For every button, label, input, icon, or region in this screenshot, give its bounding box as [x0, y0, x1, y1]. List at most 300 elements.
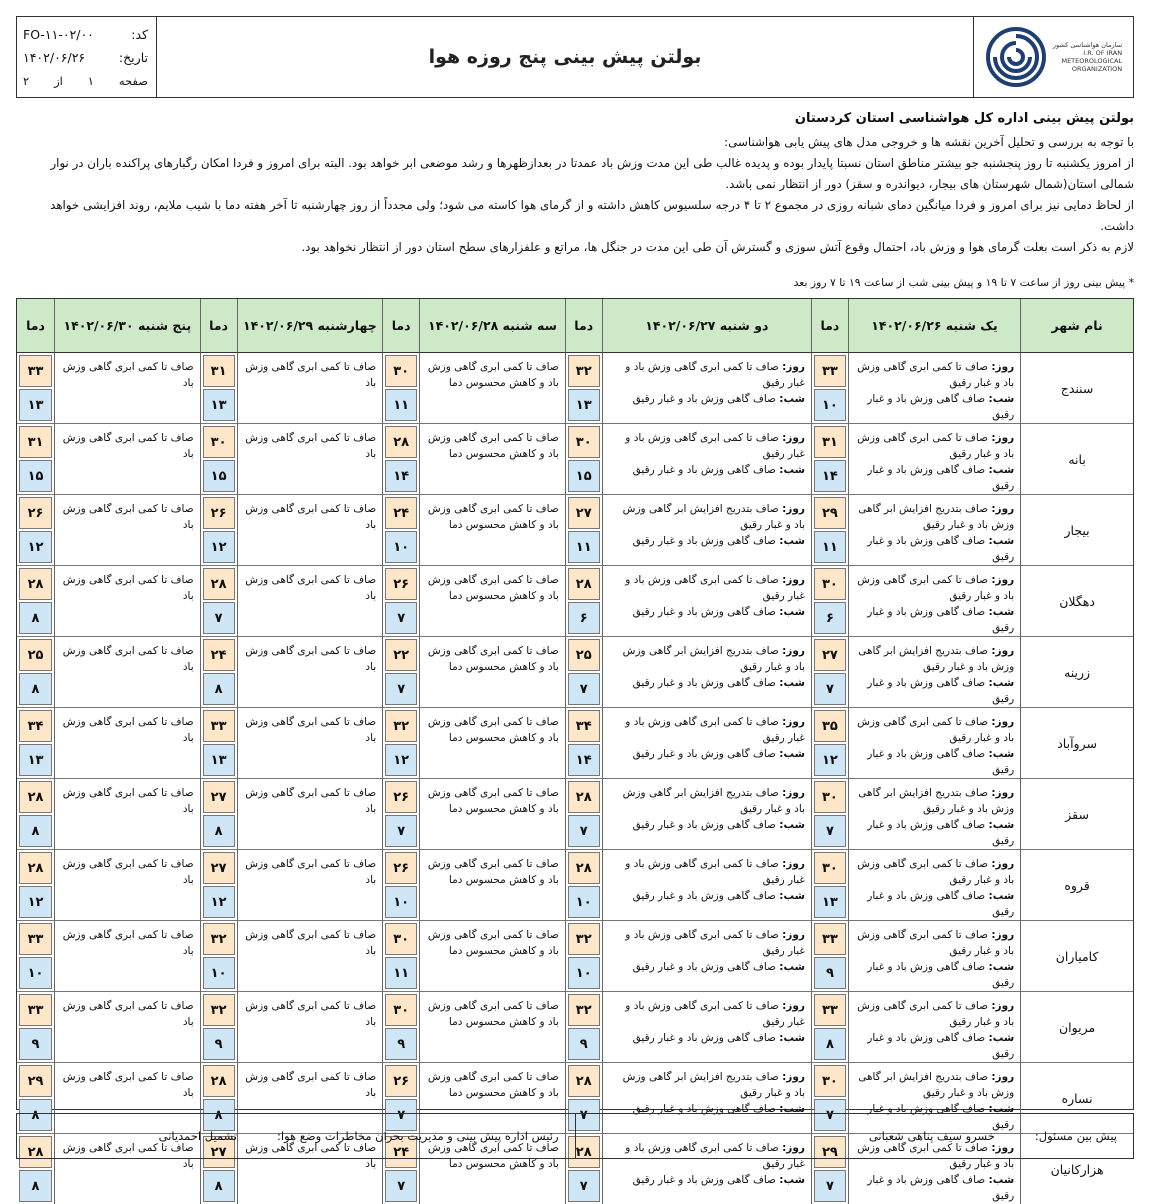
max-temperature: ۲۲	[385, 639, 417, 671]
city-name: دهگلان	[1020, 566, 1133, 637]
forecast-text: صاف تا کمی ابری گاهی وزش باد	[245, 432, 377, 460]
temperature-cell	[382, 637, 419, 708]
temperature-cell	[565, 424, 602, 495]
column-header-day: پنج شنبه ۱۴۰۲/۰۶/۳۰	[54, 299, 200, 353]
max-temperature: ۲۶	[385, 781, 417, 813]
forecast-description	[848, 708, 1020, 779]
forecast-description	[54, 850, 200, 921]
max-temperature: ۲۸	[19, 781, 52, 813]
forecast-text: صاف تا کمی ابری گاهی وزش باد و کاهش محسوس دما	[427, 645, 559, 673]
forecast-description	[602, 566, 811, 637]
column-header-temp: دما	[565, 299, 602, 353]
day-forecast-text: روز: صاف تا کمی ابری گاهی وزش باد و غبار رقیق	[625, 361, 805, 389]
max-temperature: ۲۶	[385, 852, 417, 884]
intro-paragraph: با توجه به بررسی و تحلیل آخرین نقشه ها و خروجی مدل های پیش یابی هواشناسی:	[724, 135, 1134, 149]
day-forecast-text: روز: صاف بتدریج افزایش ابر گاهی وزش باد و غبار رقیق	[858, 1071, 1015, 1099]
day-forecast-text: روز: صاف بتدریج افزایش ابر گاهی وزش باد و غبار رقیق	[858, 787, 1015, 815]
night-forecast-text: شب: صاف گاهی وزش باد و غبار رقیق	[867, 819, 1015, 847]
intro-paragraph: از لحاظ دمایی نیز برای امروز و فردا میانگین دمای شبانه روزی در مجموع ۲ تا ۴ درجه سلسیوس کاهش داشته و از گرمای هوا کاسته می شود؛ ولی مجدداً از روز چهارشنبه تا آخر هفته دما با شیب ملایم، روند افزایشی خواهد داشت.	[50, 198, 1134, 233]
min-temperature: ۹	[203, 1028, 235, 1060]
forecast-description	[602, 992, 811, 1063]
forecast-text: صاف تا کمی ابری گاهی وزش باد	[245, 716, 377, 744]
day-forecast-text: روز: صاف بتدریج افزایش ابر گاهی وزش باد و غبار رقیق	[622, 645, 805, 673]
forecast-description	[419, 708, 565, 779]
min-temperature: ۹	[385, 1028, 417, 1060]
forecast-text: صاف تا کمی ابری گاهی وزش باد و کاهش محسوس دما	[427, 361, 559, 389]
min-temperature: ۱۰	[203, 957, 235, 989]
column-header-temp: دما	[382, 299, 419, 353]
min-temperature: ۱۵	[19, 460, 52, 492]
forecast-description	[419, 495, 565, 566]
temperature-cell	[200, 495, 237, 566]
temperature-cell	[382, 921, 419, 992]
min-temperature: ۱۲	[385, 744, 417, 776]
max-temperature: ۳۰	[385, 994, 417, 1026]
temperature-cell	[382, 353, 419, 424]
city-name: بیجار	[1020, 495, 1133, 566]
min-temperature: ۷	[385, 1099, 417, 1131]
forecast-text: صاف تا کمی ابری گاهی وزش باد	[62, 716, 194, 744]
footnote: * پیش بینی روز از ساعت ۷ تا ۱۹ و پیش بینی شب از ساعت ۱۹ تا ۷ روز بعد	[793, 276, 1134, 289]
forecast-description	[848, 850, 1020, 921]
temperature-cell	[200, 566, 237, 637]
max-temperature: ۳۳	[19, 355, 52, 387]
forecast-description	[237, 424, 383, 495]
min-temperature: ۷	[385, 1170, 417, 1202]
min-temperature: ۸	[19, 673, 52, 705]
night-forecast-text: شب: صاف گاهی وزش باد و غبار رقیق	[632, 1032, 805, 1044]
forecast-description	[419, 779, 565, 850]
max-temperature: ۲۸	[203, 1065, 235, 1097]
max-temperature: ۲۸	[568, 852, 600, 884]
max-temperature: ۳۱	[814, 426, 846, 458]
max-temperature: ۲۶	[19, 497, 52, 529]
forecast-description	[848, 495, 1020, 566]
forecast-description	[848, 424, 1020, 495]
temperature-cell	[200, 708, 237, 779]
city-name: سروآباد	[1020, 708, 1133, 779]
max-temperature: ۲۸	[19, 1136, 52, 1168]
city-name: نساره	[1020, 1063, 1133, 1134]
night-forecast-text: شب: صاف گاهی وزش باد و غبار رقیق	[632, 464, 805, 476]
table-row	[17, 708, 1133, 779]
max-temperature: ۳۳	[19, 994, 52, 1026]
min-temperature: ۷	[385, 602, 417, 634]
forecast-text: صاف تا کمی ابری گاهی وزش باد	[245, 858, 377, 886]
forecast-text: صاف تا کمی ابری گاهی وزش باد و کاهش محسوس دما	[427, 432, 559, 460]
forecast-text: صاف تا کمی ابری گاهی وزش باد	[62, 1000, 194, 1028]
table-row	[17, 850, 1133, 921]
forecast-description	[602, 921, 811, 992]
min-temperature: ۷	[385, 673, 417, 705]
min-temperature: ۸	[19, 1099, 52, 1131]
day-forecast-text: روز: صاف تا کمی ابری گاهی وزش باد و غبار رقیق	[625, 432, 805, 460]
city-name: بانه	[1020, 424, 1133, 495]
max-temperature: ۲۹	[814, 1136, 846, 1168]
temperature-cell	[565, 495, 602, 566]
max-temperature: ۲۸	[568, 1065, 600, 1097]
max-temperature: ۳۴	[19, 710, 52, 742]
max-temperature: ۲۷	[568, 497, 600, 529]
column-header-day: چهارشنبه ۱۴۰۲/۰۶/۲۹	[237, 299, 383, 353]
table-row	[17, 992, 1133, 1063]
temperature-cell	[200, 992, 237, 1063]
temperature-cell	[17, 779, 54, 850]
forecast-description	[419, 424, 565, 495]
min-temperature: ۱۲	[19, 531, 52, 563]
min-temperature: ۱۲	[814, 744, 846, 776]
min-temperature: ۸	[203, 815, 235, 847]
forecast-description	[419, 566, 565, 637]
temperature-cell	[382, 424, 419, 495]
night-forecast-text: شب: صاف گاهی وزش باد و غبار رقیق	[632, 535, 805, 547]
forecast-description	[54, 566, 200, 637]
forecast-description	[848, 353, 1020, 424]
max-temperature: ۲۷	[814, 639, 846, 671]
temperature-cell	[811, 850, 848, 921]
max-temperature: ۲۶	[385, 1065, 417, 1097]
logo-text: سازمان هواشناسی کشور I.R. OF IRAN METEOROLOGICAL ORGANIZATION	[1052, 41, 1123, 73]
max-temperature: ۲۵	[568, 639, 600, 671]
min-temperature: ۷	[568, 673, 600, 705]
min-temperature: ۱۲	[19, 886, 52, 918]
forecast-text: صاف تا کمی ابری گاهی وزش باد	[245, 1142, 377, 1170]
forecast-text: صاف تا کمی ابری گاهی وزش باد	[62, 1142, 194, 1170]
max-temperature: ۳۰	[814, 852, 846, 884]
forecast-text: صاف تا کمی ابری گاهی وزش باد	[62, 574, 194, 602]
forecast-text: صاف تا کمی ابری گاهی وزش باد	[245, 503, 377, 531]
column-header-temp: دما	[811, 299, 848, 353]
temperature-cell	[17, 850, 54, 921]
table-row	[17, 637, 1133, 708]
night-forecast-text: شب: صاف گاهی وزش باد و غبار رقیق	[632, 748, 805, 760]
forecast-description	[237, 708, 383, 779]
max-temperature: ۲۸	[203, 568, 235, 600]
min-temperature: ۹	[568, 1028, 600, 1060]
forecast-text: صاف تا کمی ابری گاهی وزش باد	[62, 929, 194, 957]
max-temperature: ۲۸	[568, 781, 600, 813]
forecast-text: صاف تا کمی ابری گاهی وزش باد	[62, 1071, 194, 1099]
max-temperature: ۳۴	[568, 710, 600, 742]
night-forecast-text: شب: صاف گاهی وزش باد و غبار رقیق	[867, 535, 1015, 563]
night-forecast-text: شب: صاف گاهی وزش باد و غبار رقیق	[867, 606, 1015, 634]
forecaster-label: پیش بین مسئول:	[1034, 1129, 1117, 1143]
forecast-description	[848, 779, 1020, 850]
date-value: ۱۴۰۲/۰۶/۲۶	[23, 50, 86, 65]
forecast-description	[237, 850, 383, 921]
max-temperature: ۳۵	[814, 710, 846, 742]
day-forecast-text: روز: صاف تا کمی ابری گاهی وزش باد و غبار رقیق	[857, 361, 1015, 389]
max-temperature: ۳۱	[203, 355, 235, 387]
day-forecast-text: روز: صاف تا کمی ابری گاهی وزش باد و غبار رقیق	[857, 716, 1015, 744]
day-forecast-text: روز: صاف تا کمی ابری گاهی وزش باد و غبار رقیق	[625, 1142, 805, 1170]
min-temperature: ۱۰	[814, 389, 846, 421]
city-name: هزارکانیان	[1020, 1134, 1133, 1204]
forecast-text: صاف تا کمی ابری گاهی وزش باد و کاهش محسوس دما	[427, 787, 559, 815]
max-temperature: ۳۰	[814, 781, 846, 813]
day-forecast-text: روز: صاف تا کمی ابری گاهی وزش باد و غبار رقیق	[857, 432, 1015, 460]
column-header-day: یک شنبه ۱۴۰۲/۰۶/۲۶	[848, 299, 1020, 353]
min-temperature: ۱۳	[19, 389, 52, 421]
forecast-text: صاف تا کمی ابری گاهی وزش باد	[245, 361, 377, 389]
max-temperature: ۳۲	[203, 994, 235, 1026]
temperature-cell	[811, 992, 848, 1063]
min-temperature: ۹	[19, 1028, 52, 1060]
day-forecast-text: روز: صاف تا کمی ابری گاهی وزش باد و غبار رقیق	[857, 1142, 1015, 1170]
min-temperature: ۱۴	[385, 460, 417, 492]
max-temperature: ۳۰	[385, 355, 417, 387]
forecast-text: صاف تا کمی ابری گاهی وزش باد و کاهش محسوس دما	[427, 929, 559, 957]
forecast-text: صاف تا کمی ابری گاهی وزش باد	[62, 361, 194, 389]
min-temperature: ۷	[814, 1170, 846, 1202]
organization-logo	[973, 17, 1133, 97]
day-forecast-text: روز: صاف تا کمی ابری گاهی وزش باد و غبار رقیق	[625, 574, 805, 602]
day-forecast-text: روز: صاف تا کمی ابری گاهی وزش باد و غبار رقیق	[625, 716, 805, 744]
max-temperature: ۲۴	[385, 497, 417, 529]
max-temperature: ۳۲	[568, 994, 600, 1026]
forecast-description	[602, 353, 811, 424]
min-temperature: ۱۲	[203, 886, 235, 918]
night-forecast-text: شب: صاف گاهی وزش باد و غبار رقیق	[867, 961, 1015, 989]
min-temperature: ۸	[203, 673, 235, 705]
max-temperature: ۳۱	[19, 426, 52, 458]
night-forecast-text: شب: صاف گاهی وزش باد و غبار رقیق	[632, 677, 805, 689]
temperature-cell	[200, 779, 237, 850]
night-forecast-text: شب: صاف گاهی وزش باد و غبار رقیق	[867, 1174, 1015, 1202]
min-temperature: ۱۴	[814, 460, 846, 492]
max-temperature: ۳۲	[203, 923, 235, 955]
column-header-day: دو شنبه ۱۴۰۲/۰۶/۲۷	[602, 299, 811, 353]
day-forecast-text: روز: صاف تا کمی ابری گاهی وزش باد و غبار رقیق	[857, 574, 1015, 602]
department-head-cell	[17, 1114, 575, 1158]
min-temperature: ۷	[814, 815, 846, 847]
day-forecast-text: روز: صاف بتدریج افزایش ابر گاهی وزش باد و غبار رقیق	[622, 503, 805, 531]
document-meta	[17, 17, 157, 97]
max-temperature: ۳۳	[814, 355, 846, 387]
max-temperature: ۳۳	[203, 710, 235, 742]
day-forecast-text: روز: صاف بتدریج افزایش ابر گاهی وزش باد و غبار رقیق	[622, 1071, 805, 1099]
temperature-cell	[382, 992, 419, 1063]
temperature-cell	[811, 424, 848, 495]
temperature-cell	[565, 779, 602, 850]
forecast-text: صاف تا کمی ابری گاهی وزش باد و کاهش محسوس دما	[427, 1142, 559, 1170]
min-temperature: ۸	[19, 815, 52, 847]
forecast-description	[54, 921, 200, 992]
meteorological-organization-logo-icon	[985, 26, 1047, 88]
department-head-name: تشمیل احمدیانی	[158, 1129, 238, 1143]
forecast-description	[237, 992, 383, 1063]
forecast-description	[848, 992, 1020, 1063]
night-forecast-text: شب: صاف گاهی وزش باد و غبار رقیق	[632, 606, 805, 618]
max-temperature: ۳۰	[814, 568, 846, 600]
max-temperature: ۲۹	[814, 497, 846, 529]
column-header-city: نام شهر	[1020, 299, 1133, 353]
temperature-cell	[565, 637, 602, 708]
night-forecast-text: شب: صاف گاهی وزش باد و غبار رقیق	[632, 890, 805, 902]
max-temperature: ۲۹	[19, 1065, 52, 1097]
forecast-text: صاف تا کمی ابری گاهی وزش باد و کاهش محسوس دما	[427, 503, 559, 531]
min-temperature: ۱۳	[203, 389, 235, 421]
max-temperature: ۳۲	[568, 355, 600, 387]
bulletin-header	[16, 16, 1134, 98]
min-temperature: ۱۴	[568, 744, 600, 776]
department-head-label: رئیس اداره پیش بینی و مدیریت بحران مخاطرات وضع هوا:	[277, 1129, 559, 1143]
temperature-cell	[200, 637, 237, 708]
forecast-text: صاف تا کمی ابری گاهی وزش باد و کاهش محسوس دما	[427, 574, 559, 602]
forecast-description	[848, 921, 1020, 992]
max-temperature: ۲۷	[203, 852, 235, 884]
max-temperature: ۳۰	[203, 426, 235, 458]
min-temperature: ۷	[814, 1099, 846, 1131]
forecast-description	[237, 921, 383, 992]
min-temperature: ۱۰	[19, 957, 52, 989]
night-forecast-text: شب: صاف گاهی وزش باد و غبار رقیق	[632, 1103, 805, 1115]
max-temperature: ۲۸	[568, 568, 600, 600]
max-temperature: ۳۰	[568, 426, 600, 458]
temperature-cell	[382, 495, 419, 566]
max-temperature: ۲۸	[568, 1136, 600, 1168]
max-temperature: ۲۸	[385, 426, 417, 458]
temperature-cell	[811, 566, 848, 637]
min-temperature: ۱۰	[385, 886, 417, 918]
max-temperature: ۳۲	[568, 923, 600, 955]
day-forecast-text: روز: صاف تا کمی ابری گاهی وزش باد و غبار رقیق	[625, 1000, 805, 1028]
temperature-cell	[565, 566, 602, 637]
night-forecast-text: شب: صاف گاهی وزش باد و غبار رقیق	[867, 748, 1015, 776]
table-row	[17, 495, 1133, 566]
forecast-text: صاف تا کمی ابری گاهی وزش باد	[245, 1000, 377, 1028]
table-row	[17, 424, 1133, 495]
intro-paragraph: لازم به ذکر است بعلت گرمای هوا و وزش باد، احتمال وقوع آتش سوزی و گسترش آن طی این مدت در جنگل ها، مراتع و علفزارهای سطح استان دور از انتظار نخواهد بود.	[301, 240, 1134, 254]
min-temperature: ۸	[203, 1170, 235, 1202]
forecast-description	[419, 992, 565, 1063]
column-header-temp: دما	[17, 299, 54, 353]
forecast-description	[54, 992, 200, 1063]
city-name: سنندج	[1020, 353, 1133, 424]
page-number: ۱	[87, 73, 94, 88]
min-temperature: ۱۰	[568, 957, 600, 989]
forecast-description	[602, 495, 811, 566]
min-temperature: ۱۳	[568, 389, 600, 421]
temperature-cell	[811, 353, 848, 424]
city-name: سقز	[1020, 779, 1133, 850]
temperature-cell	[811, 708, 848, 779]
forecast-description	[848, 637, 1020, 708]
city-name: مریوان	[1020, 992, 1133, 1063]
intro-section	[16, 108, 1134, 258]
temperature-cell	[17, 353, 54, 424]
min-temperature: ۷	[568, 815, 600, 847]
temperature-cell	[17, 921, 54, 992]
forecast-description	[602, 708, 811, 779]
code-label: کد:	[131, 27, 148, 42]
table-row	[17, 353, 1133, 424]
day-forecast-text: روز: صاف بتدریج افزایش ابر گاهی وزش باد و غبار رقیق	[858, 503, 1015, 531]
temperature-cell	[382, 850, 419, 921]
column-header-temp: دما	[200, 299, 237, 353]
max-temperature: ۳۰	[385, 923, 417, 955]
forecast-text: صاف تا کمی ابری گاهی وزش باد	[245, 787, 377, 815]
intro-paragraph: از امروز یکشنبه تا روز پنجشنبه جو بیشتر مناطق استان نسبتا پایدار بوده و پدیده غالب طی این مدت وزش باد عمدتا در بعدازظهرها و رشد موضعی ابر خواهد بود. البته برای امروز و فردا امکان رگبارهای پراکنده باران در نوار شمالی استان(شمال شهرستان های بیجار، دیواندره و سقز) دور از انتظار نمی باشد.	[50, 156, 1134, 191]
forecast-description	[602, 779, 811, 850]
code-value: FO-۱۱-۰۲/۰۰	[23, 27, 94, 42]
night-forecast-text: شب: صاف گاهی وزش باد و غبار رقیق	[867, 890, 1015, 918]
city-name: قروه	[1020, 850, 1133, 921]
temperature-cell	[17, 637, 54, 708]
page-of: از	[54, 73, 63, 88]
table-header-row	[17, 299, 1133, 353]
night-forecast-text: شب: صاف گاهی وزش باد و غبار رقیق	[867, 393, 1015, 421]
day-forecast-text: روز: صاف تا کمی ابری گاهی وزش باد و غبار رقیق	[625, 858, 805, 886]
day-forecast-text: روز: صاف بتدریج افزایش ابر گاهی وزش باد و غبار رقیق	[858, 645, 1015, 673]
forecast-text: صاف تا کمی ابری گاهی وزش باد	[245, 645, 377, 673]
temperature-cell	[565, 992, 602, 1063]
min-temperature: ۱۵	[568, 460, 600, 492]
forecaster-name: خسرو سیف پناهی شعبانی	[868, 1129, 995, 1143]
night-forecast-text: شب: صاف گاهی وزش باد و غبار رقیق	[632, 961, 805, 973]
forecast-description	[54, 424, 200, 495]
day-forecast-text: روز: صاف تا کمی ابری گاهی وزش باد و غبار رقیق	[857, 929, 1015, 957]
forecast-description	[54, 637, 200, 708]
page-label: صفحه	[118, 73, 148, 88]
forecast-description	[237, 566, 383, 637]
temperature-cell	[200, 424, 237, 495]
forecast-text: صاف تا کمی ابری گاهی وزش باد و کاهش محسوس دما	[427, 1071, 559, 1099]
min-temperature: ۶	[814, 602, 846, 634]
temperature-cell	[811, 921, 848, 992]
min-temperature: ۷	[385, 815, 417, 847]
min-temperature: ۱۱	[568, 531, 600, 563]
night-forecast-text: شب: صاف گاهی وزش باد و غبار رقیق	[867, 1032, 1015, 1060]
forecaster-cell	[575, 1114, 1134, 1158]
min-temperature: ۸	[814, 1028, 846, 1060]
max-temperature: ۲۴	[385, 1136, 417, 1168]
min-temperature: ۷	[814, 673, 846, 705]
forecast-description	[54, 779, 200, 850]
min-temperature: ۸	[203, 1099, 235, 1131]
forecast-description	[54, 495, 200, 566]
min-temperature: ۷	[203, 602, 235, 634]
max-temperature: ۳۰	[814, 1065, 846, 1097]
day-forecast-text: روز: صاف بتدریج افزایش ابر گاهی وزش باد و غبار رقیق	[622, 787, 805, 815]
max-temperature: ۳۳	[814, 923, 846, 955]
temperature-cell	[17, 992, 54, 1063]
forecast-text: صاف تا کمی ابری گاهی وزش باد	[245, 574, 377, 602]
max-temperature: ۲۷	[203, 781, 235, 813]
min-temperature: ۱۲	[203, 531, 235, 563]
night-forecast-text: شب: صاف گاهی وزش باد و غبار رقیق	[867, 677, 1015, 705]
forecast-description	[602, 424, 811, 495]
temperature-cell	[382, 566, 419, 637]
city-name: زرینه	[1020, 637, 1133, 708]
max-temperature: ۲۸	[19, 852, 52, 884]
min-temperature: ۱۰	[385, 531, 417, 563]
day-forecast-text: روز: صاف تا کمی ابری گاهی وزش باد و غبار رقیق	[857, 858, 1015, 886]
forecast-description	[848, 566, 1020, 637]
night-forecast-text: شب: صاف گاهی وزش باد و غبار رقیق	[632, 393, 805, 405]
forecast-description	[237, 353, 383, 424]
forecast-text: صاف تا کمی ابری گاهی وزش باد	[245, 929, 377, 957]
forecast-description	[237, 495, 383, 566]
temperature-cell	[811, 637, 848, 708]
page-indicator	[23, 69, 148, 92]
page-title: بولتن پیش بینی پنج روزه هوا	[428, 46, 702, 68]
signature-footer	[16, 1113, 1134, 1159]
temperature-cell	[382, 779, 419, 850]
max-temperature: ۳۳	[814, 994, 846, 1026]
temperature-cell	[565, 353, 602, 424]
forecast-text: صاف تا کمی ابری گاهی وزش باد و کاهش محسوس دما	[427, 858, 559, 886]
